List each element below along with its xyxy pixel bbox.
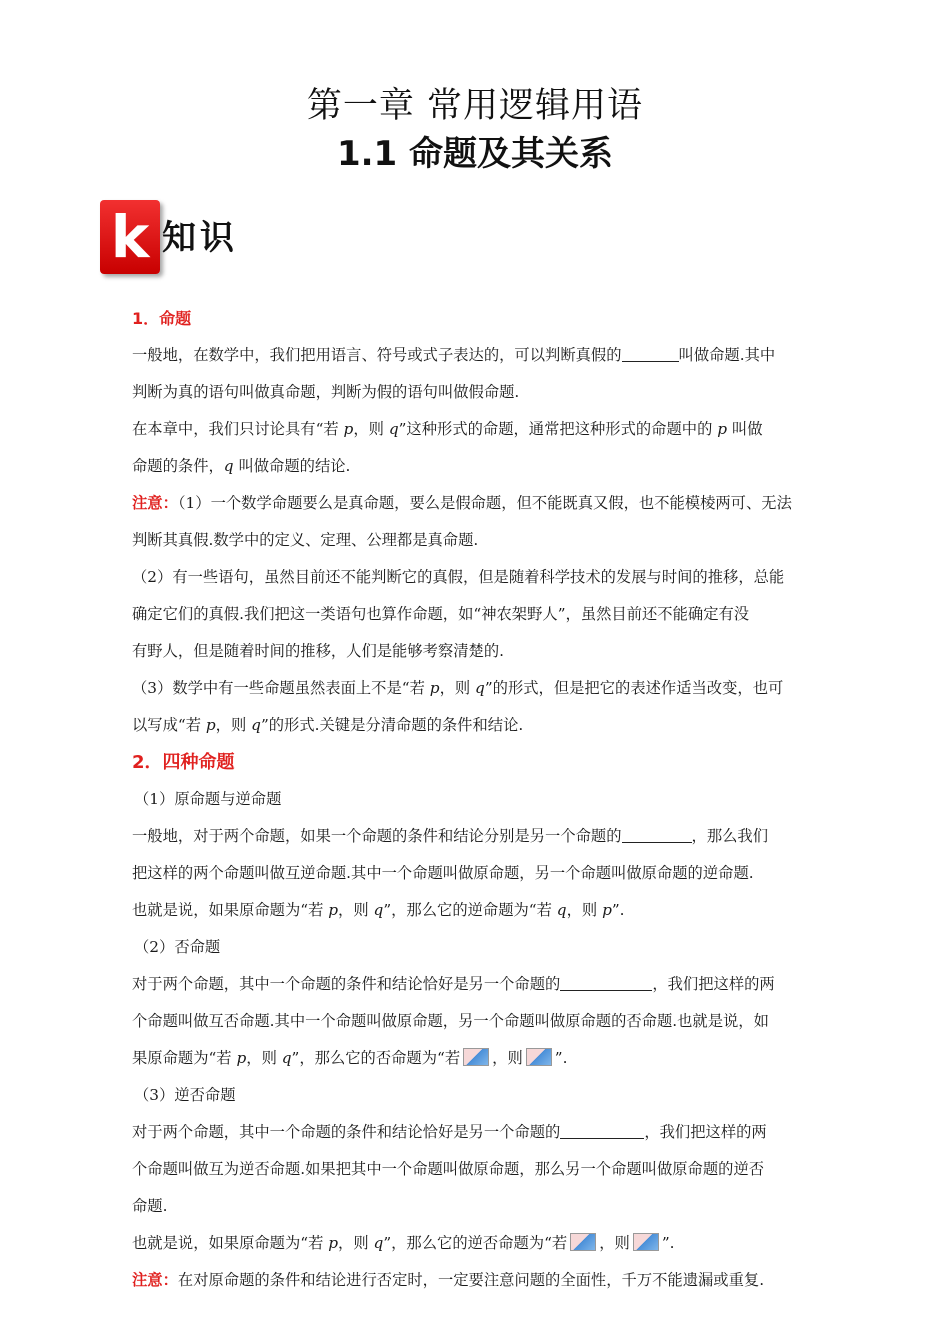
paragraph-line: 命题的条件，q 叫做命题的结论.	[132, 457, 351, 475]
logo-label: 知识	[162, 218, 238, 258]
paragraph-line: 对于两个命题，其中一个命题的条件和结论恰好是另一个命题的 ，我们把这样的两	[132, 975, 775, 993]
fill-blank	[560, 975, 652, 991]
paragraph-line: 有野人，但是随着时间的推移，人们是能够考察清楚的.	[132, 642, 504, 660]
note-label: 注意：	[132, 494, 178, 512]
paragraph-line: 个命题叫做互为逆否命题.如果把其中一个命题叫做原命题，那么另一个命题叫做原命题的逆否	[132, 1160, 765, 1178]
fill-blank	[560, 1123, 644, 1139]
note-label: 注意：	[132, 1271, 178, 1289]
k-logo-icon: k	[100, 200, 160, 274]
subsection-heading: （1）原命题与逆命题	[134, 790, 282, 808]
paragraph-line: 判断其真假.数学中的定义、定理、公理都是真命题.	[132, 531, 479, 549]
broken-image-icon	[633, 1233, 659, 1251]
document-body	[132, 300, 822, 1299]
broken-image-icon	[570, 1233, 596, 1251]
paragraph-line: （2）有一些语句，虽然目前还不能判断它的真假，但是随着科学技术的发展与时间的推移，总能	[132, 568, 785, 586]
note-line: 注意：（1）一个数学命题要么是真命题，要么是假命题，但不能既真又假，也不能模棱两可、无法	[132, 494, 792, 512]
note-line: 注意：在对原命题的条件和结论进行否定时，一定要注意问题的全面性，千万不能遗漏或重复.	[132, 1271, 765, 1289]
subsection-heading: （2）否命题	[134, 938, 221, 956]
section-1-heading: 1．命题	[132, 309, 192, 328]
chapter-title: 第一章 常用逻辑用语	[306, 86, 644, 126]
paragraph-line: 一般地，在数学中，我们把用语言、符号或式子表达的，可以判断真假的 叫做命题.其中	[132, 346, 776, 364]
paragraph-line: 确定它们的真假.我们把这一类语句也算作命题，如“神农架野人”，虽然目前还不能确定有没	[132, 605, 750, 623]
paragraph-line: 命题.	[132, 1197, 168, 1215]
knowledge-logo	[100, 198, 250, 278]
broken-image-icon	[526, 1048, 552, 1066]
section-title: 1.1 命题及其关系	[336, 134, 614, 174]
paragraph-line: 把这样的两个命题叫做互逆命题.其中一个命题叫做原命题，另一个命题叫做原命题的逆命题.	[132, 864, 754, 882]
subsection-heading: （3）逆否命题	[134, 1086, 236, 1104]
paragraph-line: 也就是说，如果原命题为“若 p，则 q”，那么它的逆命题为“若 q，则 p”.	[132, 901, 625, 919]
paragraph-line: 一般地，对于两个命题，如果一个命题的条件和结论分别是另一个命题的 ，那么我们	[132, 827, 769, 845]
paragraph-line: （3）数学中有一些命题虽然表面上不是“若 p，则 q”的形式，但是把它的表述作适当改变，也可	[132, 679, 784, 697]
paragraph-line: 也就是说，如果原命题为“若 p，则 q”，那么它的逆否命题为“若 ，则 ”.	[132, 1234, 675, 1252]
fill-blank	[622, 346, 679, 362]
section-2-heading: 2．四种命题	[132, 752, 235, 773]
paragraph-line: 以写成“若 p，则 q”的形式.关键是分清命题的条件和结论.	[132, 716, 524, 734]
broken-image-icon	[463, 1048, 489, 1066]
fill-blank	[622, 827, 692, 843]
paragraph-line: 个命题叫做互否命题.其中一个命题叫做原命题，另一个命题叫做原命题的否命题.也就是说，如	[132, 1012, 769, 1030]
paragraph-line: 果原命题为“若 p，则 q”，那么它的否命题为“若 ，则 ”.	[132, 1049, 568, 1067]
paragraph-line: 判断为真的语句叫做真命题，判断为假的语句叫做假命题.	[132, 383, 520, 401]
paragraph-line: 对于两个命题，其中一个命题的条件和结论恰好是另一个命题的 ，我们把这样的两	[132, 1123, 767, 1141]
paragraph-line: 在本章中，我们只讨论具有“若 p，则 q”这种形式的命题，通常把这种形式的命题中的 p 叫做	[132, 420, 763, 438]
